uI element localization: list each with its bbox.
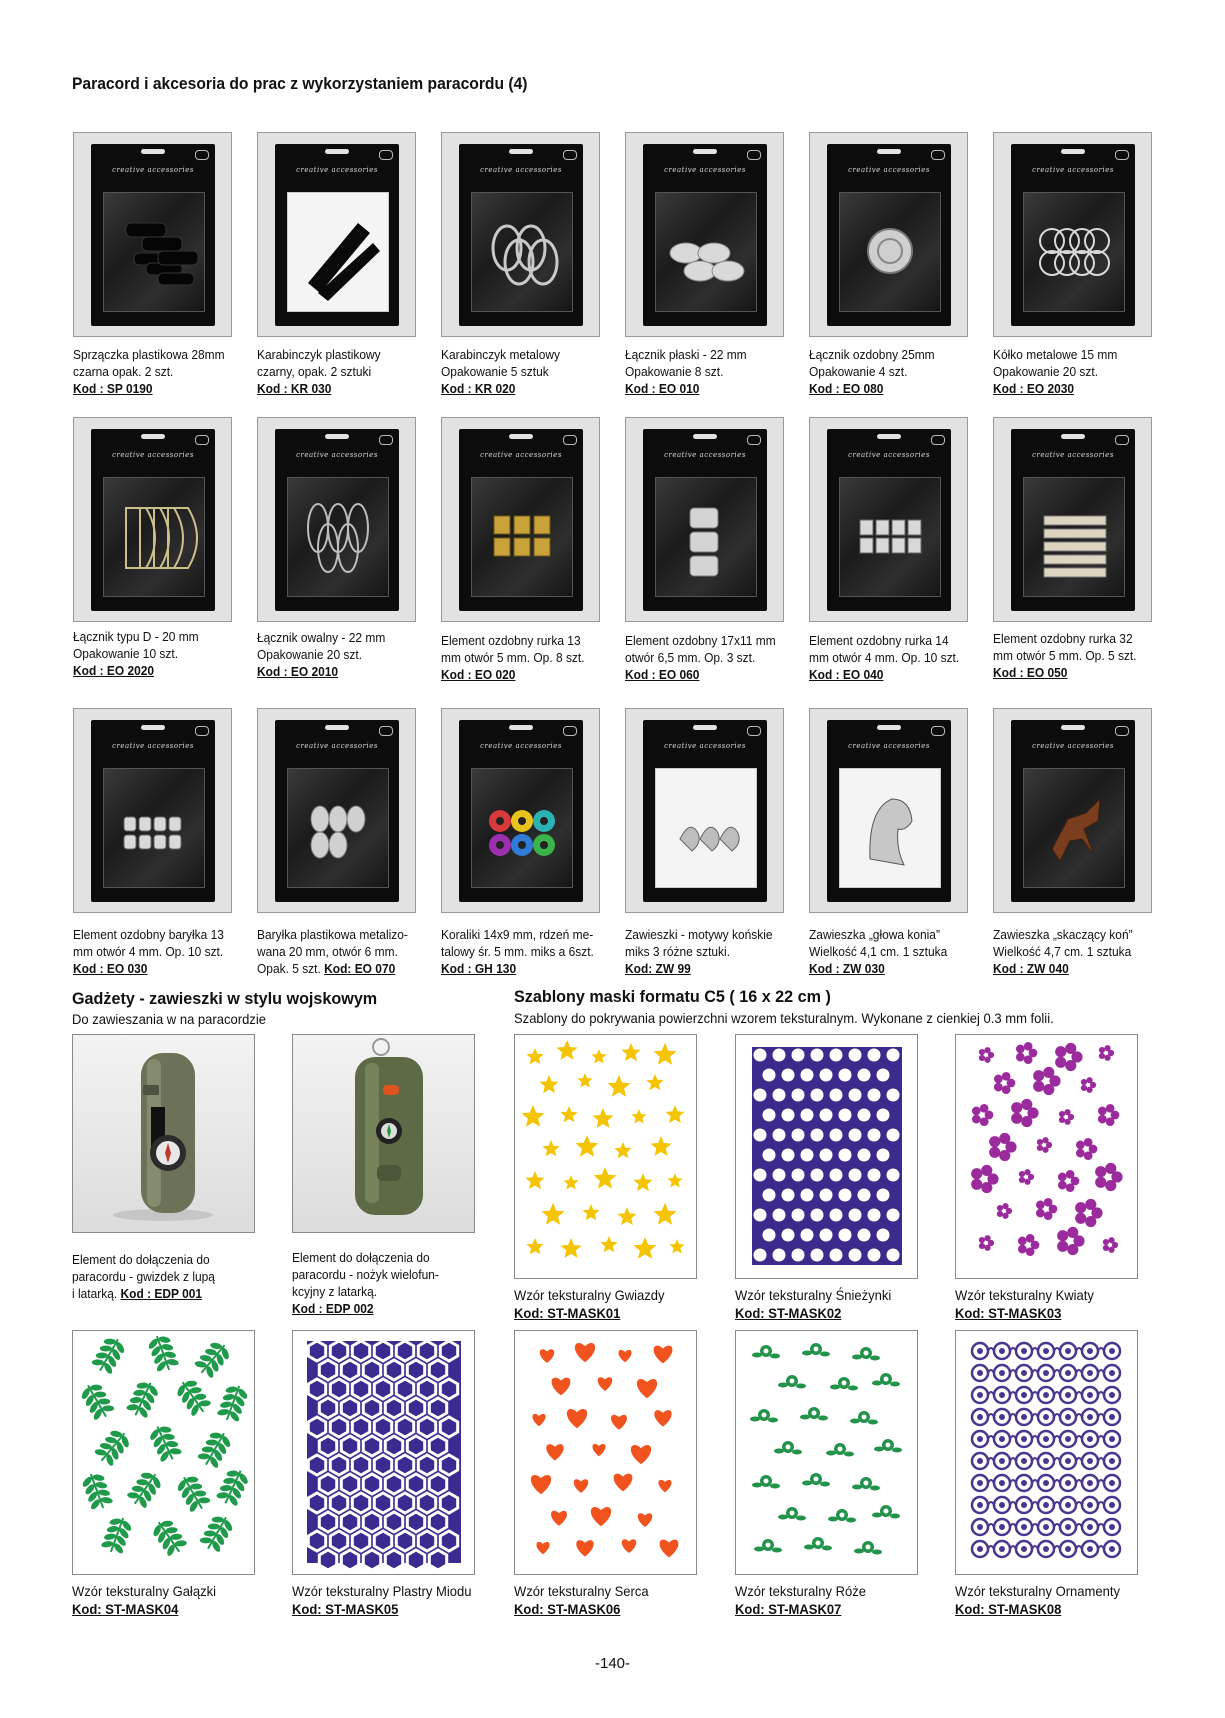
mask-code: Kod: ST-MASK05 — [292, 1601, 399, 1617]
package-brand: creative accessories — [296, 451, 378, 459]
caption-line: Element ozdobny baryłka 13 — [73, 927, 224, 942]
mask-code: Kod: ST-MASK06 — [514, 1601, 621, 1617]
package-brand: creative accessories — [1032, 166, 1114, 174]
package-brand: creative accessories — [112, 742, 194, 750]
mask-caption — [735, 1582, 866, 1618]
brand-logo-icon — [379, 435, 393, 445]
brand-logo-icon — [1115, 726, 1129, 736]
product-code: Kod: EO 070 — [324, 961, 396, 976]
product-code: Kod : EO 040 — [809, 667, 884, 682]
product-package — [459, 144, 583, 326]
product-package — [1011, 144, 1135, 326]
product-caption — [809, 632, 965, 683]
caption-line: otwór 6,5 mm. Op. 3 szt. — [625, 650, 756, 665]
product-image — [441, 417, 600, 622]
package-brand: creative accessories — [664, 166, 746, 174]
page-title: Paracord i akcesoria do prac z wykorzystaniem paracordu (4) — [72, 74, 528, 93]
product-code: Kod : ZW 040 — [993, 961, 1069, 976]
caption-line: Łącznik owalny - 22 mm — [257, 630, 386, 645]
product-image — [993, 708, 1152, 913]
product-package — [827, 144, 951, 326]
brand-logo-icon — [1115, 435, 1129, 445]
mask-name: Wzór teksturalny Plastry Miodu — [292, 1583, 472, 1599]
masks-section-subtitle: Szablony do pokrywania powierzchni wzorem teksturalnym. Wykonane z cienkiej 0.3 mm folii. — [514, 1010, 1054, 1026]
mask-code: Kod: ST-MASK01 — [514, 1305, 621, 1321]
caption-line: mm otwór 5 mm. Op. 8 szt. — [441, 650, 585, 665]
product-image — [809, 708, 968, 913]
hang-hole — [509, 725, 533, 730]
hang-hole — [1061, 434, 1085, 439]
product-bag — [471, 768, 573, 888]
product-package — [827, 429, 951, 611]
product-code: Kod : EO 2030 — [993, 381, 1075, 396]
product-bag — [287, 192, 389, 312]
silver-bead-icon — [656, 478, 756, 596]
product-bag — [839, 768, 941, 888]
package-brand: creative accessories — [1032, 451, 1114, 459]
colored-beads-icon — [472, 769, 572, 887]
product-package — [91, 720, 215, 902]
mask-code: Kod: ST-MASK03 — [955, 1305, 1062, 1321]
hang-hole — [693, 434, 717, 439]
package-brand: creative accessories — [1032, 742, 1114, 750]
product-bag — [839, 192, 941, 312]
caption-line: paracordu - gwizdek z lupą — [72, 1269, 215, 1284]
stars-pattern-icon — [515, 1035, 696, 1278]
caption-line: mm otwór 4 mm. Op. 10 szt. — [73, 944, 224, 959]
package-brand: creative accessories — [664, 742, 746, 750]
hang-hole — [693, 149, 717, 154]
product-image — [625, 708, 784, 913]
hang-hole — [1061, 725, 1085, 730]
mask-name: Wzór teksturalny Kwiaty — [955, 1287, 1094, 1303]
ornaments-pattern-icon — [956, 1331, 1137, 1574]
product-caption — [441, 926, 597, 977]
product-image — [809, 417, 968, 622]
black-carabiner-icon — [288, 193, 388, 311]
brand-logo-icon — [563, 150, 577, 160]
mask-image — [735, 1330, 918, 1575]
caption-line: czarna opak. 2 szt. — [73, 364, 174, 379]
multitool-knife-icon — [293, 1035, 474, 1232]
hang-hole — [877, 434, 901, 439]
brand-logo-icon — [931, 150, 945, 160]
silver-tube-bead-icon — [840, 478, 940, 596]
product-code: Kod : EO 2020 — [73, 663, 155, 678]
brand-logo-icon — [1115, 150, 1129, 160]
long-tube-bead-icon — [1024, 478, 1124, 596]
caption-line: Opakowanie 8 szt. — [625, 364, 724, 379]
mask-image — [292, 1330, 475, 1575]
mask-caption — [72, 1582, 216, 1618]
mask-caption — [292, 1582, 471, 1618]
product-caption — [257, 629, 413, 680]
caption-line: czarny, opak. 2 sztuki — [257, 364, 372, 379]
caption-line: Łącznik ozdobny 25mm — [809, 347, 935, 362]
caption-line: Koraliki 14x9 mm, rdzeń me- — [441, 927, 594, 942]
caption-line: Opakowanie 20 szt. — [257, 647, 363, 662]
brand-logo-icon — [747, 726, 761, 736]
product-image — [257, 132, 416, 337]
metal-carabiner-icon — [472, 193, 572, 311]
metal-ring-icon — [1024, 193, 1124, 311]
product-package — [275, 720, 399, 902]
product-caption — [625, 632, 781, 683]
caption-line: Zawieszka „skaczący koń” — [993, 927, 1133, 942]
product-code: Kod : EO 020 — [441, 667, 516, 682]
caption-line: Karabinczyk plastikowy — [257, 347, 381, 362]
product-code: Kod : ZW 030 — [809, 961, 885, 976]
caption-line: kcyjny z latarką. — [292, 1284, 378, 1299]
product-caption — [257, 926, 413, 977]
product-bag — [471, 192, 573, 312]
product-bag — [839, 477, 941, 597]
product-bag — [103, 192, 205, 312]
flat-connector-icon — [656, 193, 756, 311]
brand-logo-icon — [563, 435, 577, 445]
twigs-pattern-icon — [73, 1331, 254, 1574]
package-brand: creative accessories — [480, 451, 562, 459]
caption-line: mm otwór 4 mm. Op. 10 szt. — [809, 650, 960, 665]
mask-name: Wzór teksturalny Śnieżynki — [735, 1287, 892, 1303]
mask-image — [72, 1330, 255, 1575]
product-code: Kod : EO 030 — [73, 961, 148, 976]
product-code: Kod : KR 030 — [257, 381, 332, 396]
caption-line: Element ozdobny 17x11 mm — [625, 633, 776, 648]
hang-hole — [509, 434, 533, 439]
snowflakes-pattern-icon — [736, 1035, 917, 1278]
hearts-pattern-icon — [515, 1331, 696, 1574]
caption-line: Karabinczyk metalowy — [441, 347, 560, 362]
oval-link-icon — [288, 478, 388, 596]
brand-logo-icon — [931, 435, 945, 445]
mask-image — [514, 1034, 697, 1279]
product-package — [91, 429, 215, 611]
product-image — [809, 132, 968, 337]
product-caption — [73, 926, 229, 977]
product-code: Kod : KR 020 — [441, 381, 516, 396]
mask-name: Wzór teksturalny Gwiazdy — [514, 1287, 665, 1303]
mask-code: Kod: ST-MASK02 — [735, 1305, 842, 1321]
product-image — [625, 417, 784, 622]
package-brand: creative accessories — [296, 742, 378, 750]
caption-line: Opakowanie 10 szt. — [73, 646, 179, 661]
product-package — [275, 144, 399, 326]
package-brand: creative accessories — [112, 451, 194, 459]
product-caption — [993, 926, 1149, 977]
caption-line: Element ozdobny rurka 32 — [993, 631, 1133, 646]
brand-logo-icon — [747, 150, 761, 160]
product-caption — [625, 346, 781, 397]
gadgets-section-subtitle: Do zawieszania w na paracordzie — [72, 1011, 266, 1027]
caption-line: Łącznik płaski - 22 mm — [625, 347, 747, 362]
package-brand: creative accessories — [848, 742, 930, 750]
product-bag — [471, 477, 573, 597]
caption-line: Opakowanie 5 sztuk — [441, 364, 549, 379]
caption-line: paracordu - nożyk wielofun- — [292, 1267, 439, 1282]
gadgets-section-title: Gadżety - zawieszki w stylu wojskowym — [72, 989, 378, 1008]
hang-hole — [141, 149, 165, 154]
product-bag — [655, 768, 757, 888]
product-caption — [257, 346, 413, 397]
product-caption — [993, 630, 1149, 681]
product-code: Kod : EO 050 — [993, 665, 1068, 680]
hang-hole — [141, 434, 165, 439]
product-image — [625, 132, 784, 337]
gold-tube-bead-icon — [472, 478, 572, 596]
package-brand: creative accessories — [848, 451, 930, 459]
mask-image — [955, 1034, 1138, 1279]
product-image — [73, 417, 232, 622]
product-package — [1011, 429, 1135, 611]
product-package — [643, 144, 767, 326]
caption-line: Baryłka plastikowa metalizo- — [257, 927, 408, 942]
product-code: Kod : SP 0190 — [73, 381, 153, 396]
decorative-connector-icon — [840, 193, 940, 311]
hang-hole — [325, 149, 349, 154]
caption-line: Wielkość 4,7 cm. 1 sztuka — [993, 944, 1132, 959]
mask-caption — [514, 1286, 665, 1322]
hang-hole — [509, 149, 533, 154]
caption-line: Łącznik typu D - 20 mm — [73, 629, 199, 644]
caption-line: Kółko metalowe 15 mm — [993, 347, 1118, 362]
product-caption — [625, 926, 781, 977]
mask-code: Kod: ST-MASK07 — [735, 1601, 842, 1617]
plastic-barrel-icon — [288, 769, 388, 887]
product-bag — [1023, 192, 1125, 312]
product-package — [275, 429, 399, 611]
caption-line: Element ozdobny rurka 14 — [809, 633, 949, 648]
hang-hole — [1061, 149, 1085, 154]
product-bag — [103, 768, 205, 888]
caption-line: talowy śr. 5 mm. miks a 6szt. — [441, 944, 594, 959]
product-code: Kod : EO 060 — [625, 667, 700, 682]
hang-hole — [877, 725, 901, 730]
brand-logo-icon — [379, 726, 393, 736]
product-package — [459, 429, 583, 611]
mask-image — [735, 1034, 918, 1279]
product-image — [441, 132, 600, 337]
package-brand: creative accessories — [296, 166, 378, 174]
hang-hole — [877, 149, 901, 154]
product-bag — [1023, 477, 1125, 597]
mask-name: Wzór teksturalny Róże — [735, 1583, 866, 1599]
masks-section-title: Szablony maski formatu C5 ( 16 x 22 cm ) — [514, 987, 831, 1006]
caption-line: Sprzączka plastikowa 28mm — [73, 347, 225, 362]
caption-line: mm otwór 5 mm. Op. 5 szt. — [993, 648, 1137, 663]
product-caption — [441, 632, 597, 683]
product-package — [643, 720, 767, 902]
brand-logo-icon — [931, 726, 945, 736]
caption-line: Element do dołączenia do — [292, 1250, 430, 1265]
package-brand: creative accessories — [480, 166, 562, 174]
product-image — [73, 132, 232, 337]
product-image — [993, 417, 1152, 622]
mask-code: Kod: ST-MASK04 — [72, 1601, 179, 1617]
mask-caption — [955, 1582, 1120, 1618]
brand-logo-icon — [379, 150, 393, 160]
product-bag — [287, 768, 389, 888]
product-bag — [1023, 768, 1125, 888]
caption-line: i latarką. — [72, 1286, 121, 1301]
package-brand: creative accessories — [848, 166, 930, 174]
whistle-compass-icon — [73, 1035, 254, 1232]
horse-head-charm-icon — [840, 769, 940, 887]
gadget-image-knife — [292, 1034, 475, 1233]
package-brand: creative accessories — [664, 451, 746, 459]
caption-line: Element ozdobny rurka 13 — [441, 633, 581, 648]
mask-name: Wzór teksturalny Serca — [514, 1583, 649, 1599]
product-image — [993, 132, 1152, 337]
mask-name: Wzór teksturalny Gałązki — [72, 1583, 216, 1599]
package-brand: creative accessories — [112, 166, 194, 174]
hang-hole — [325, 434, 349, 439]
mask-caption — [735, 1286, 891, 1322]
product-image — [257, 417, 416, 622]
product-package — [91, 144, 215, 326]
hang-hole — [141, 725, 165, 730]
product-package — [459, 720, 583, 902]
horse-charms-icon — [656, 769, 756, 887]
package-brand: creative accessories — [480, 742, 562, 750]
caption-line: Opak. 5 szt. — [257, 961, 325, 976]
product-bag — [655, 477, 757, 597]
mask-code: Kod: ST-MASK08 — [955, 1601, 1062, 1617]
product-code: Kod : EDP 002 — [292, 1301, 374, 1316]
caption-line: miks 3 różne sztuki. — [625, 944, 731, 959]
product-bag — [655, 192, 757, 312]
caption-line: Opakowanie 20 szt. — [993, 364, 1099, 379]
product-bag — [287, 477, 389, 597]
mask-image — [955, 1330, 1138, 1575]
product-code: Kod : EO 080 — [809, 381, 884, 396]
caption-line: Zawieszki - motywy końskie — [625, 927, 773, 942]
page-number: -140- — [594, 1655, 631, 1672]
gadget-caption-1 — [72, 1251, 228, 1302]
mask-caption — [514, 1582, 649, 1618]
caption-line: Opakowanie 4 szt. — [809, 364, 908, 379]
mask-caption — [955, 1286, 1094, 1322]
barrel-bead-icon — [104, 769, 204, 887]
brand-logo-icon — [747, 435, 761, 445]
product-caption — [993, 346, 1149, 397]
mask-image — [514, 1330, 697, 1575]
honeycomb-pattern-icon — [293, 1331, 474, 1574]
product-image — [73, 708, 232, 913]
roses-pattern-icon — [736, 1331, 917, 1574]
product-caption — [73, 628, 229, 679]
product-bag — [103, 477, 205, 597]
gadget-image-whistle — [72, 1034, 255, 1233]
product-code: Kod: ZW 99 — [625, 961, 691, 976]
caption-line: Zawieszka „głowa konia” — [809, 927, 940, 942]
product-code: Kod : EO 010 — [625, 381, 700, 396]
flowers-pattern-icon — [956, 1035, 1137, 1278]
product-image — [257, 708, 416, 913]
brand-logo-icon — [563, 726, 577, 736]
gadget-caption-2 — [292, 1249, 448, 1317]
product-image — [441, 708, 600, 913]
caption-line: Wielkość 4,1 cm. 1 sztuka — [809, 944, 948, 959]
product-code: Kod : EO 2010 — [257, 664, 339, 679]
product-caption — [809, 926, 965, 977]
d-ring-icon — [104, 478, 204, 596]
product-package — [827, 720, 951, 902]
product-package — [643, 429, 767, 611]
caption-line: Element do dołączenia do — [72, 1252, 210, 1267]
product-code: Kod : GH 130 — [441, 961, 517, 976]
black-buckle-icon — [104, 193, 204, 311]
caption-line: wana 20 mm, otwór 6 mm. — [257, 944, 398, 959]
product-code: Kod : EDP 001 — [120, 1286, 203, 1301]
brand-logo-icon — [195, 726, 209, 736]
product-caption — [73, 346, 229, 397]
product-caption — [441, 346, 597, 397]
product-package — [1011, 720, 1135, 902]
mask-name: Wzór teksturalny Ornamenty — [955, 1583, 1120, 1599]
brand-logo-icon — [195, 150, 209, 160]
brand-logo-icon — [195, 435, 209, 445]
hang-hole — [325, 725, 349, 730]
jumping-horse-charm-icon — [1024, 769, 1124, 887]
hang-hole — [693, 725, 717, 730]
product-caption — [809, 346, 965, 397]
